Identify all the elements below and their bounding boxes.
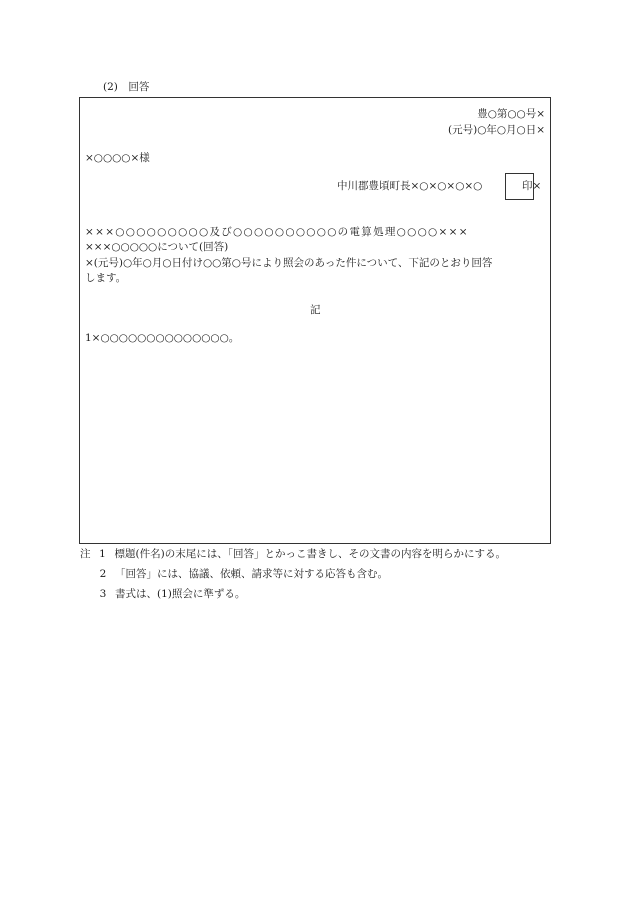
note-2 bbox=[91, 569, 388, 580]
note-text: 標題(件名)の末尾には、「回答」とかっこ書きし、その文書の内容を明らかにする。 bbox=[114, 548, 506, 560]
document-number: 豊○第○○号× bbox=[477, 108, 545, 120]
note-number: 3 bbox=[99, 588, 107, 600]
notes-label: 注 bbox=[80, 548, 91, 560]
section-heading: (2) 回答 bbox=[103, 81, 150, 93]
note-text: 「回答」には、協議、依頼、請求等に対する応答も含む。 bbox=[115, 568, 388, 580]
note-1 bbox=[80, 549, 506, 560]
document-date: (元号)○年○月○日× bbox=[448, 124, 545, 136]
subject-line-2: ×××○○○○○について(回答) bbox=[85, 241, 229, 253]
note-3 bbox=[91, 589, 245, 600]
seal-mark: 印× bbox=[522, 180, 542, 192]
item-1: 1×○○○○○○○○○○○○○○。 bbox=[85, 332, 240, 344]
sender: 中川郡豊頃町長×○×○×○×○ bbox=[337, 180, 483, 192]
note-text: 書式は、(1)照会に準ずる。 bbox=[115, 588, 246, 600]
reply-form-frame bbox=[79, 97, 551, 544]
body-line-1: ×(元号)○年○月○日付け○○第○号により照会のあった件について、下記のとおり回答 bbox=[85, 257, 493, 269]
note-number: 2 bbox=[99, 568, 107, 580]
subject-line-1: ×××○○○○○○○○○及び○○○○○○○○○○の電算処理○○○○××× bbox=[85, 226, 469, 238]
ki-label: 記 bbox=[310, 304, 321, 316]
body-line-2: します。 bbox=[85, 272, 127, 284]
addressee: ×○○○○×様 bbox=[85, 152, 150, 164]
note-number: 1 bbox=[99, 548, 106, 560]
